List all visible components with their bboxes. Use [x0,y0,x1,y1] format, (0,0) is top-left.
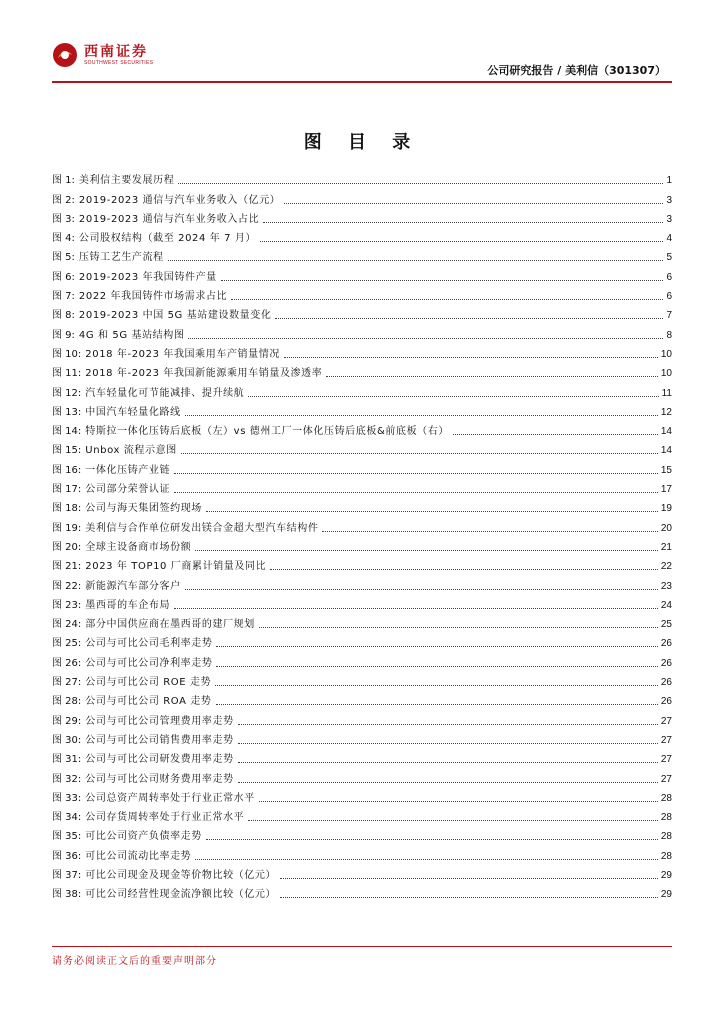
toc-entry[interactable] [52,631,672,650]
toc-dot-leader [248,820,658,821]
toc-figure-number: 图 36: [52,850,82,862]
toc-figure-title[interactable]: 压铸工艺生产流程 [78,252,164,264]
toc-entry[interactable] [52,728,672,747]
toc-page-number[interactable]: 27 [660,734,672,746]
toc-page-number[interactable]: 6 [666,271,672,283]
toc-page-number[interactable]: 7 [666,310,672,322]
toc-figure-number: 图 23: [52,599,82,611]
figure-list [52,168,672,901]
toc-figure-title[interactable]: 中国汽车轻量化路线 [85,406,181,418]
toc-figure-number: 图 34: [52,812,82,824]
toc-figure-title[interactable]: 可比公司流动比率走势 [85,850,192,862]
toc-page-number[interactable]: 19 [660,503,672,515]
toc-dot-leader [280,878,658,879]
toc-entry[interactable] [52,554,672,573]
toc-figure-number: 图 10: [52,348,82,360]
toc-figure-title[interactable]: 公司股权结构（截至 2024 年 7 月） [78,233,257,245]
toc-page-number[interactable]: 26 [660,677,672,689]
toc-dot-leader [238,762,658,763]
toc-dot-leader [216,704,658,705]
toc-figure-title[interactable]: 2018 年-2023 年我国乘用车产销量情况 [85,348,280,360]
toc-entry[interactable] [52,843,672,862]
toc-entry[interactable] [52,419,672,438]
toc-dot-leader [195,550,658,551]
toc-dot-leader [238,724,658,725]
toc-page-number[interactable]: 29 [660,889,672,901]
toc-figure-number: 图 31: [52,754,82,766]
toc-page-number[interactable]: 10 [660,348,672,360]
toc-page-number[interactable]: 8 [666,329,672,341]
toc-figure-number: 图 22: [52,580,82,592]
toc-page-number[interactable]: 26 [660,657,672,669]
toc-figure-title[interactable]: 公司总资产周转率处于行业正常水平 [85,792,255,804]
toc-entry[interactable] [52,535,672,554]
toc-figure-number: 图 15: [52,445,82,457]
toc-figure-number: 图 38: [52,889,82,901]
toc-dot-leader [270,569,658,570]
toc-figure-number: 图 33: [52,792,82,804]
toc-figure-title[interactable]: 特斯拉一体化压铸后底板（左）vs 德州工厂一体化压铸后底板&前底板（右） [85,426,449,438]
toc-figure-title[interactable]: 2019-2023 通信与汽车业务收入占比 [78,213,260,225]
toc-figure-number: 图 25: [52,638,82,650]
toc-page-number[interactable]: 3 [666,213,672,225]
toc-entry[interactable] [52,284,672,303]
toc-dot-leader [284,203,663,204]
toc-dot-leader [263,222,663,223]
toc-figure-number: 图 20: [52,541,82,553]
toc-entry[interactable] [52,477,672,496]
toc-dot-leader [206,839,658,840]
toc-figure-title[interactable]: 公司与海天集团签约现场 [85,503,202,515]
toc-dot-leader [322,531,657,532]
toc-dot-leader [231,299,663,300]
toc-entry[interactable] [52,824,672,843]
toc-entry[interactable] [52,457,672,476]
toc-dot-leader [453,434,658,435]
toc-entry[interactable] [52,245,672,264]
toc-entry[interactable] [52,805,672,824]
toc-figure-number: 图 1: [52,175,75,187]
toc-entry[interactable] [52,400,672,419]
toc-figure-number: 图 30: [52,734,82,746]
toc-dot-leader [174,473,658,474]
toc-entry[interactable] [52,786,672,805]
toc-figure-title[interactable]: 2019-2023 通信与汽车业务收入（亿元） [78,194,281,206]
toc-page-number[interactable]: 3 [666,194,672,206]
toc-page-number[interactable]: 27 [660,773,672,785]
toc-entry[interactable] [52,187,672,206]
toc-figure-number: 图 4: [52,233,75,245]
toc-page-number[interactable]: 28 [660,850,672,862]
toc-dot-leader [185,589,658,590]
toc-figure-number: 图 11: [52,368,82,380]
toc-page-number[interactable]: 24 [660,599,672,611]
toc-page-number[interactable]: 26 [660,696,672,708]
toc-figure-title[interactable]: 公司部分荣誉认证 [85,484,171,496]
toc-entry[interactable] [52,226,672,245]
toc-entry[interactable] [52,207,672,226]
toc-page-number[interactable]: 4 [666,233,672,245]
toc-dot-leader [259,627,658,628]
toc-page-number[interactable]: 28 [660,792,672,804]
toc-dot-leader [216,666,657,667]
toc-dot-leader [326,376,658,377]
toc-figure-title[interactable]: 公司与可比公司 ROA 走势 [85,696,212,708]
toc-page-number[interactable]: 29 [660,869,672,881]
toc-entry[interactable] [52,882,672,901]
footer-divider [52,946,672,947]
logo-emblem-icon [52,42,78,68]
toc-page-number[interactable]: 1 [666,175,672,187]
page-title: 图 目 录 [303,132,421,153]
toc-figure-title[interactable]: 部分中国供应商在墨西哥的建厂规划 [85,619,255,631]
toc-page-number[interactable]: 10 [660,368,672,380]
toc-figure-title[interactable]: 2018 年-2023 年我国新能源乘用车销量及渗透率 [85,368,323,380]
toc-figure-title[interactable]: 公司与可比公司研发费用率走势 [85,754,234,766]
toc-dot-leader [275,318,663,319]
toc-entry[interactable] [52,612,672,631]
toc-figure-number: 图 3: [52,213,75,225]
toc-figure-number: 图 28: [52,696,82,708]
toc-dot-leader [238,743,658,744]
toc-page-number[interactable]: 27 [660,754,672,766]
toc-figure-number: 图 17: [52,484,82,496]
toc-page-number[interactable]: 17 [660,484,672,496]
toc-figure-title[interactable]: 公司与可比公司 ROE 走势 [85,677,212,689]
toc-page-number[interactable]: 26 [660,638,672,650]
toc-figure-number: 图 27: [52,677,82,689]
report-title: 公司研究报告 / 美利信（301307） [487,64,666,77]
toc-figure-number: 图 35: [52,831,82,843]
toc-figure-title[interactable]: 可比公司经营性现金流净额比较（亿元） [85,889,277,901]
toc-figure-title[interactable]: 汽车轻量化可节能减排、提升续航 [85,387,245,399]
toc-figure-title[interactable]: 公司存货周转率处于行业正常水平 [85,812,245,824]
toc-page-number[interactable]: 14 [660,445,672,457]
toc-figure-number: 图 37: [52,869,82,881]
toc-figure-number: 图 21: [52,561,82,573]
toc-dot-leader [195,859,658,860]
toc-entry[interactable] [52,361,672,380]
toc-page-number[interactable]: 28 [660,812,672,824]
toc-figure-number: 图 12: [52,387,82,399]
toc-dot-leader [181,453,658,454]
toc-figure-title[interactable]: 2022 年我国铸件市场需求占比 [78,291,228,303]
toc-entry[interactable] [52,438,672,457]
toc-dot-leader [174,492,658,493]
toc-figure-title[interactable]: 公司与可比公司毛利率走势 [85,638,213,650]
toc-figure-number: 图 24: [52,619,82,631]
toc-page-number[interactable]: 12 [660,406,672,418]
toc-figure-number: 图 8: [52,310,75,322]
logo-chinese-name: 西南证券 [84,43,148,60]
logo-english-name: SOUTHWEST SECURITIES [84,59,154,66]
toc-entry[interactable] [52,747,672,766]
toc-figure-number: 图 5: [52,252,75,264]
toc-dot-leader [185,415,658,416]
toc-page-number[interactable]: 28 [660,831,672,843]
footer-disclaimer: 请务必阅读正文后的重要声明部分 [52,956,217,967]
toc-dot-leader [280,897,658,898]
toc-entry[interactable] [52,689,672,708]
toc-entry[interactable] [52,515,672,534]
toc-entry[interactable] [52,593,672,612]
toc-figure-title[interactable]: 2023 年 TOP10 厂商累计销量及同比 [85,561,267,573]
toc-entry[interactable] [52,322,672,341]
toc-figure-number: 图 6: [52,271,75,283]
company-logo [52,42,153,68]
toc-figure-number: 图 18: [52,503,82,515]
toc-entry[interactable] [52,342,672,361]
toc-figure-number: 图 19: [52,522,82,534]
toc-page-number[interactable]: 27 [660,715,672,727]
toc-page-number[interactable]: 25 [660,619,672,631]
toc-figure-number: 图 9: [52,329,75,341]
toc-page-number[interactable]: 22 [660,561,672,573]
toc-dot-leader [168,260,664,261]
toc-figure-title[interactable]: Unbox 流程示意图 [85,445,177,457]
toc-page-number[interactable]: 20 [660,522,672,534]
toc-figure-number: 图 13: [52,406,82,418]
toc-page-number[interactable]: 21 [660,541,672,553]
toc-figure-title[interactable]: 新能源汽车部分客户 [85,580,181,592]
toc-figure-title[interactable]: 可比公司资产负债率走势 [85,831,202,843]
toc-figure-number: 图 2: [52,194,75,206]
toc-figure-number: 图 26: [52,657,82,669]
toc-dot-leader [188,338,663,339]
header-divider [52,81,672,83]
toc-entry[interactable] [52,670,672,689]
toc-dot-leader [238,782,658,783]
toc-figure-number: 图 32: [52,773,82,785]
toc-page-number[interactable]: 15 [660,464,672,476]
toc-figure-title[interactable]: 美利信主要发展历程 [78,175,175,187]
toc-figure-title[interactable]: 公司与可比公司净利率走势 [85,657,213,669]
toc-dot-leader [206,511,658,512]
toc-entry[interactable] [52,708,672,727]
toc-dot-leader [174,608,658,609]
toc-figure-title[interactable]: 公司与可比公司销售费用率走势 [85,734,234,746]
toc-dot-leader [178,183,663,184]
toc-entry[interactable] [52,496,672,515]
toc-entry[interactable] [52,650,672,669]
toc-figure-number: 图 16: [52,464,82,476]
toc-dot-leader [221,280,664,281]
toc-figure-title[interactable]: 一体化压铸产业链 [85,464,171,476]
toc-figure-title[interactable]: 公司与可比公司管理费用率走势 [85,715,234,727]
toc-entry[interactable] [52,863,672,882]
toc-page-number[interactable]: 5 [666,252,672,264]
toc-figure-title[interactable]: 4G 和 5G 基站结构图 [78,329,185,341]
toc-entry[interactable] [52,264,672,283]
toc-dot-leader [248,396,658,397]
toc-page-number[interactable]: 14 [660,426,672,438]
toc-page-number[interactable]: 23 [660,580,672,592]
toc-figure-title[interactable]: 美利信与合作单位研发出镁合金超大型汽车结构件 [85,522,319,534]
toc-dot-leader [259,801,658,802]
toc-entry[interactable] [52,380,672,399]
toc-page-number[interactable]: 6 [666,291,672,303]
toc-dot-leader [260,241,663,242]
toc-entry[interactable] [52,766,672,785]
toc-dot-leader [215,685,658,686]
toc-figure-title[interactable]: 全球主设备商市场份额 [85,541,192,553]
toc-figure-title[interactable]: 墨西哥的车企布局 [85,599,171,611]
toc-entry[interactable] [52,303,672,322]
toc-dot-leader [284,357,658,358]
toc-entry[interactable] [52,168,672,187]
toc-figure-title[interactable]: 2019-2023 中国 5G 基站建设数量变化 [78,310,272,322]
toc-page-number[interactable]: 11 [661,387,672,399]
toc-figure-title[interactable]: 2019-2023 年我国铸件产量 [78,271,217,283]
toc-figure-title[interactable]: 公司与可比公司财务费用率走势 [85,773,234,785]
toc-entry[interactable] [52,573,672,592]
toc-figure-number: 图 29: [52,715,82,727]
toc-figure-number: 图 7: [52,291,75,303]
toc-dot-leader [216,646,657,647]
toc-figure-number: 图 14: [52,426,82,438]
toc-figure-title[interactable]: 可比公司现金及现金等价物比较（亿元） [85,869,277,881]
